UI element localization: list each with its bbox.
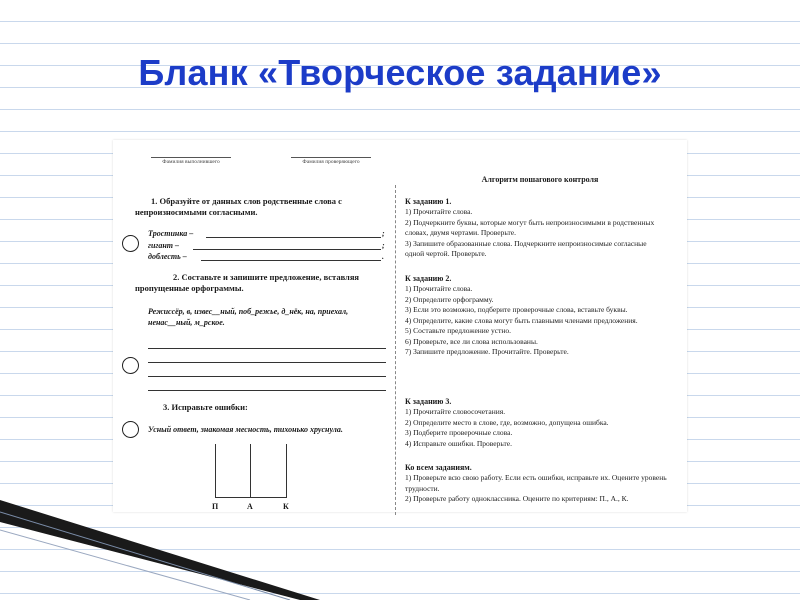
column-divider: [395, 185, 396, 515]
algorithm-step: 1) Прочитайте словосочетания.: [405, 407, 506, 416]
task3-heading: 3. Исправьте ошибки:: [163, 402, 248, 412]
signature-label-right: Фамилия проверяющего: [302, 159, 360, 165]
task2-line-2: [148, 362, 386, 363]
answer-circle-3: [122, 421, 139, 438]
pak-label-p: П: [212, 502, 219, 511]
pak-label-k: К: [283, 502, 289, 511]
task1-heading: 1. Образуйте от данных слов родственные слова с непроизносимыми согласными.: [135, 196, 342, 217]
algorithm-step: 3) Если это возможно, подберите проверочные слова, вставьте буквы.: [405, 305, 628, 314]
signature-label-left: Фамилия выполнившего: [162, 159, 220, 165]
algorithm-step: 2) Подчеркните буквы, которые могут быть непроизносимыми в родственных словах, двумя чертами. Проверьте.: [405, 217, 655, 237]
worksheet-image: [113, 140, 687, 512]
task2-line-4: [148, 390, 386, 391]
pak-line-1: [215, 444, 216, 498]
algorithm-heading-1: К заданию 1.: [405, 197, 452, 206]
task1-line-end-2: ;: [382, 241, 385, 250]
task1-line-end-1: ;: [382, 229, 385, 238]
pak-line-3: [286, 444, 287, 498]
algorithm-step: 4) Исправьте ошибки. Проверьте.: [405, 438, 512, 448]
task1-line-2: [193, 249, 381, 250]
algorithm-step: 7) Запишите предложение. Прочитайте. Проверьте.: [405, 347, 569, 356]
algorithm-step: 2) Определите орфограмму.: [405, 294, 494, 304]
task2-line-3: [148, 376, 386, 377]
algorithm-step: 1) Прочитайте слова.: [405, 207, 473, 216]
task1-line-1: [206, 237, 381, 238]
algorithm-step: 4) Определите, какие слова могут быть главными членами предложения.: [405, 315, 638, 325]
task1-word-3: доблесть –: [148, 252, 187, 261]
pak-line-2: [250, 444, 251, 498]
pak-baseline: [215, 497, 286, 498]
algorithm-step: 2) Определите место в слове, где, возможно, допущена ошибка.: [405, 417, 609, 427]
algorithm-section-2: [405, 273, 663, 358]
algorithm-step: 2) Проверьте работу одноклассника. Оцените по критериям: П., А., К.: [405, 494, 629, 503]
algorithm-heading-4: Ко всем заданиям.: [405, 463, 472, 472]
signature-line-right: [291, 157, 371, 158]
task2-heading: 2. Составьте и запишите предложение, вставляя пропущенные орфограммы.: [135, 272, 360, 293]
algorithm-step: 1) Проверьте всю свою работу. Если есть ошибки, исправьте их. Оцените уровень трудности.: [405, 473, 667, 493]
algorithm-step: 3) Подберите проверочные слова.: [405, 428, 513, 437]
task1-word-2: гигант –: [148, 241, 180, 250]
task1-word-1: Тростинка –: [148, 229, 194, 238]
algorithm-step: 5) Составьте предложение устно.: [405, 326, 511, 335]
task2-line-1: [148, 348, 386, 349]
algorithm-section-3: [405, 396, 675, 449]
algorithm-heading-3: К заданию 3.: [405, 397, 452, 406]
algorithm-title: Алгоритм пошагового контроля: [481, 175, 599, 184]
task1-line-3: [201, 260, 381, 261]
algorithm-step: 1) Прочитайте слова.: [405, 284, 473, 293]
algorithm-step: 3) Запишите образованные слова. Подчеркните непроизносимые согласные одной чертой. Проверьте.: [405, 238, 647, 258]
algorithm-section-4: [405, 462, 677, 505]
signature-line-left: [151, 157, 231, 158]
pak-label-a: А: [247, 502, 253, 511]
task1-line-end-3: .: [382, 252, 384, 261]
decorative-wedge: [0, 500, 320, 600]
algorithm-section-1: [405, 196, 663, 260]
slide-title: Бланк «Творческое задание»: [138, 52, 662, 93]
answer-circle-1: [122, 235, 139, 252]
algorithm-step: 6) Проверьте, все ли слова использованы.: [405, 336, 538, 346]
algorithm-heading-2: К заданию 2.: [405, 274, 452, 283]
answer-circle-2: [122, 357, 139, 374]
task2-text: Режиссёр, в, извес__ный, поб_режье, д_нёк, на, приехал, ненас__ный, м_рское.: [148, 307, 349, 327]
task3-text: Усный ответ, знакомая месность, тихонько хруснула.: [148, 425, 343, 434]
